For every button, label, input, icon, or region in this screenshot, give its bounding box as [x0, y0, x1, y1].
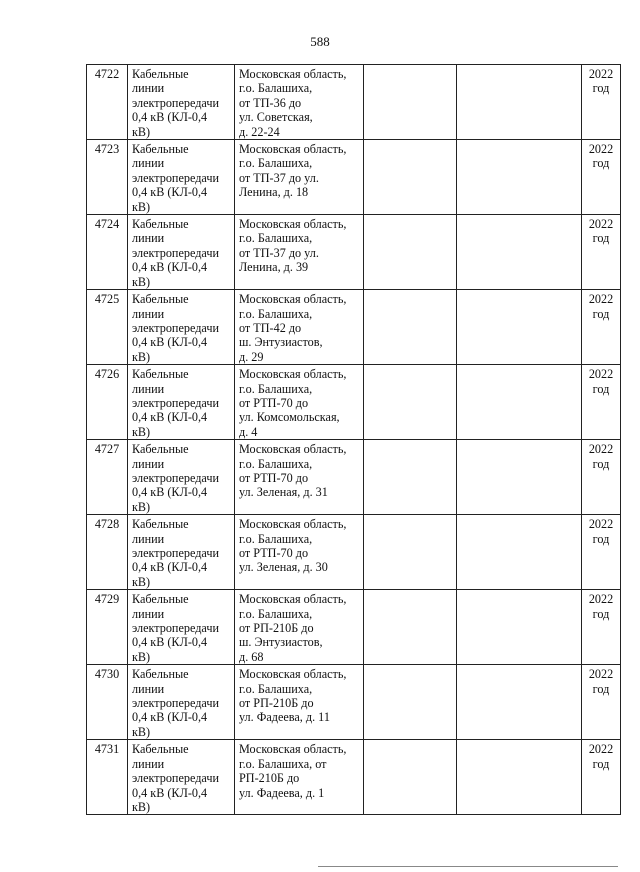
table-row — [87, 65, 621, 140]
empty-cell — [457, 665, 582, 740]
object-name: Кабельные линии электропередачи 0,4 кВ (КЛ-0,4 кВ) — [128, 515, 235, 590]
empty-cell — [457, 740, 582, 815]
table-row — [87, 365, 621, 440]
registry-table — [86, 64, 621, 815]
year-cell: 2022 год — [582, 290, 621, 365]
empty-cell — [364, 515, 457, 590]
row-number: 4722 — [87, 65, 128, 140]
year-cell: 2022 год — [582, 740, 621, 815]
empty-cell — [457, 140, 582, 215]
page-number: 588 — [310, 34, 330, 49]
scan-edge-line — [318, 866, 618, 867]
table-row — [87, 590, 621, 665]
object-address: Московская область, г.о. Балашиха, от ТП-36 до ул. Советская, д. 22-24 — [235, 65, 364, 140]
object-name: Кабельные линии электропередачи 0,4 кВ (КЛ-0,4 кВ) — [128, 665, 235, 740]
year-cell: 2022 год — [582, 65, 621, 140]
object-name: Кабельные линии электропередачи 0,4 кВ (КЛ-0,4 кВ) — [128, 65, 235, 140]
empty-cell — [457, 515, 582, 590]
table-row — [87, 665, 621, 740]
table-row — [87, 740, 621, 815]
object-address: Московская область, г.о. Балашиха, от ТП-37 до ул. Ленина, д. 18 — [235, 140, 364, 215]
object-name: Кабельные линии электропередачи 0,4 кВ (КЛ-0,4 кВ) — [128, 140, 235, 215]
registry-table-body — [87, 65, 621, 815]
empty-cell — [457, 65, 582, 140]
row-number: 4723 — [87, 140, 128, 215]
empty-cell — [364, 65, 457, 140]
year-cell: 2022 год — [582, 365, 621, 440]
row-number: 4724 — [87, 215, 128, 290]
empty-cell — [457, 440, 582, 515]
object-address: Московская область, г.о. Балашиха, от ТП-42 до ш. Энтузиастов, д. 29 — [235, 290, 364, 365]
empty-cell — [457, 215, 582, 290]
row-number: 4727 — [87, 440, 128, 515]
empty-cell — [364, 590, 457, 665]
year-cell: 2022 год — [582, 440, 621, 515]
row-number: 4726 — [87, 365, 128, 440]
object-address: Московская область, г.о. Балашиха, от РП-210Б до ул. Фадеева, д. 11 — [235, 665, 364, 740]
year-cell: 2022 год — [582, 665, 621, 740]
table-row — [87, 290, 621, 365]
object-address: Московская область, г.о. Балашиха, от РП-210Б до ш. Энтузиастов, д. 68 — [235, 590, 364, 665]
object-address: Московская область, г.о. Балашиха, от ТП-37 до ул. Ленина, д. 39 — [235, 215, 364, 290]
empty-cell — [364, 290, 457, 365]
year-cell: 2022 год — [582, 590, 621, 665]
object-name: Кабельные линии электропередачи 0,4 кВ (КЛ-0,4 кВ) — [128, 440, 235, 515]
object-name: Кабельные линии электропередачи 0,4 кВ (КЛ-0,4 кВ) — [128, 215, 235, 290]
table-row — [87, 215, 621, 290]
empty-cell — [364, 440, 457, 515]
table-row — [87, 140, 621, 215]
year-cell: 2022 год — [582, 215, 621, 290]
empty-cell — [364, 665, 457, 740]
object-address: Московская область, г.о. Балашиха, от РП-210Б до ул. Фадеева, д. 1 — [235, 740, 364, 815]
object-address: Московская область, г.о. Балашиха, от РТП-70 до ул. Комсомольская, д. 4 — [235, 365, 364, 440]
object-name: Кабельные линии электропередачи 0,4 кВ (КЛ-0,4 кВ) — [128, 590, 235, 665]
year-cell: 2022 год — [582, 515, 621, 590]
empty-cell — [364, 365, 457, 440]
row-number: 4728 — [87, 515, 128, 590]
row-number: 4729 — [87, 590, 128, 665]
table-row — [87, 515, 621, 590]
empty-cell — [457, 590, 582, 665]
object-name: Кабельные линии электропередачи 0,4 кВ (КЛ-0,4 кВ) — [128, 740, 235, 815]
object-address: Московская область, г.о. Балашиха, от РТП-70 до ул. Зеленая, д. 31 — [235, 440, 364, 515]
empty-cell — [364, 140, 457, 215]
object-address: Московская область, г.о. Балашиха, от РТП-70 до ул. Зеленая, д. 30 — [235, 515, 364, 590]
row-number: 4731 — [87, 740, 128, 815]
object-name: Кабельные линии электропередачи 0,4 кВ (КЛ-0,4 кВ) — [128, 290, 235, 365]
row-number: 4730 — [87, 665, 128, 740]
empty-cell — [364, 740, 457, 815]
table-row — [87, 440, 621, 515]
empty-cell — [457, 365, 582, 440]
row-number: 4725 — [87, 290, 128, 365]
object-name: Кабельные линии электропередачи 0,4 кВ (КЛ-0,4 кВ) — [128, 365, 235, 440]
empty-cell — [364, 215, 457, 290]
year-cell: 2022 год — [582, 140, 621, 215]
empty-cell — [457, 290, 582, 365]
